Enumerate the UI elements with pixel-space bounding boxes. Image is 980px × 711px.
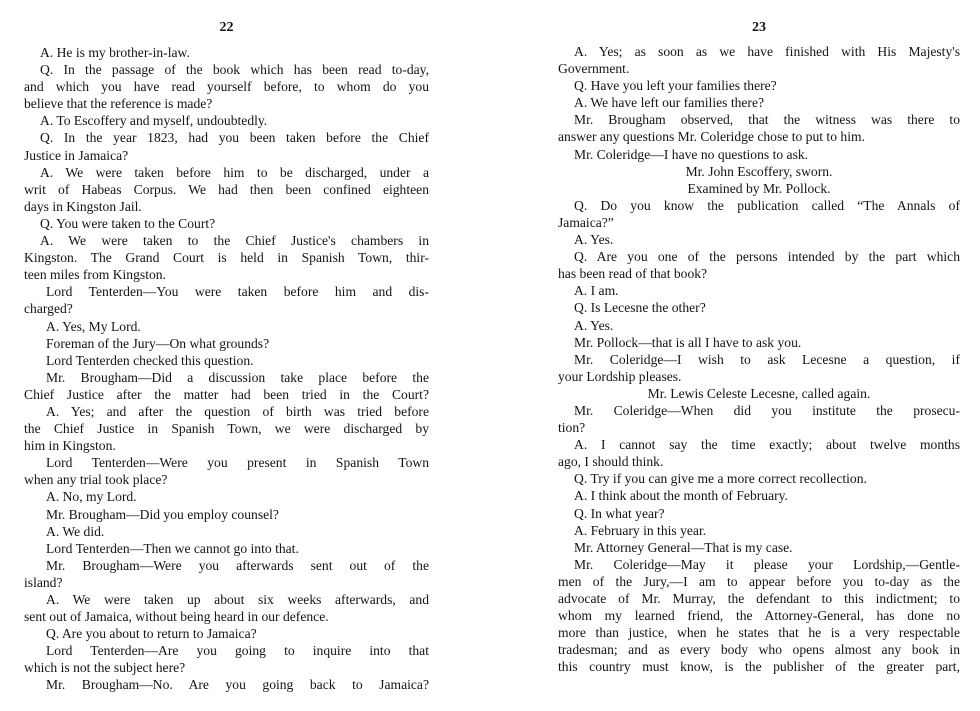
text-line: Jamaica?” [558,214,614,230]
text-line: A. I cannot say the time exactly; about twelve months [574,437,960,453]
text-line: A. To Escoffery and myself, undoubtedly. [40,113,268,129]
text-line: A. We did. [46,523,105,539]
text-line: A. February in this year. [574,522,707,538]
text-line: A. No, my Lord. [46,489,137,505]
text-line: this country must know, is the publisher of the greater part, [558,659,960,675]
text-line: Lord Tenterden—Are you going to inquire into that [46,643,429,659]
text-line: Lord Tenterden—Were you present in Spanish Town [46,455,429,471]
text-line: A. Yes. [574,232,614,248]
text-line: days in Kingston Jail. [24,198,142,214]
text-line: teen miles from Kingston. [24,267,166,283]
text-line: Mr. Attorney General—That is my case. [574,539,793,555]
text-line: Mr. Brougham—Did a discussion take place before the [46,369,429,385]
text-line: Q. Are you one of the persons intended by the part which [574,249,960,265]
text-line: A. We were taken to the Chief Justice's chambers in [40,233,429,249]
text-line: charged? [24,301,73,317]
text-line: when any trial took place? [24,472,168,488]
text-line: island? [24,574,63,590]
text-line: Mr. Brougham—No. Are you going back to Jamaica? [46,677,429,693]
text-line: Q. In what year? [574,505,665,521]
text-line: sent out of Jamaica, without being heard in our defence. [24,609,329,625]
left-page [24,0,429,711]
page-text [558,43,960,675]
text-line: A. I think about the month of February. [574,488,788,504]
text-line: tradesman; and as every body who opens almost any book in [558,642,960,658]
text-line: Kingston. The Grand Court is held in Spanish Town, thir- [24,250,429,266]
text-line: A. We were taken up about six weeks afterwards, and [46,592,429,607]
text-line: Mr. Coleridge—When did you institute the prosecu- [574,402,960,418]
text-line: A. I am. [574,283,619,299]
witness-heading: Examined by Mr. Pollock. [687,180,831,196]
text-line: A. Yes; as soon as we have finished with His Majesty's [574,44,960,59]
text-line: A. Yes, My Lord. [46,318,141,334]
witness-heading: Mr. John Escoffery, sworn. [685,163,833,179]
text-line: tion? [558,420,586,436]
text-line: writ of Habeas Corpus. We had then been confined eighteen [24,181,429,197]
text-line: more than justice, when he states that he is a very respectable [558,625,960,641]
text-line: Mr. Brougham—Were you afterwards sent out of the [46,557,429,573]
text-line: A. We were taken before him to be discharged, under a [40,164,429,180]
right-page [558,0,960,711]
text-line: Q. Are you about to return to Jamaica? [46,626,257,642]
text-line: Lord Tenterden—Then we cannot go into that. [46,540,299,556]
text-line: Q. You were taken to the Court? [40,215,216,231]
text-line: answer any questions Mr. Coleridge chose to put to him. [558,129,865,145]
text-line: Mr. Brougham—Did you employ counsel? [46,506,279,522]
text-line: which is not the subject here? [24,660,186,676]
text-line: Government. [558,61,630,77]
text-line: Mr. Coleridge—I have no questions to ask. [574,146,809,162]
text-line: Q. Have you left your families there? [574,78,777,94]
text-line: has been read of that book? [558,266,708,282]
text-line: Mr. Pollock—that is all I have to ask you. [574,334,802,350]
text-line: believe that the reference is made? [24,96,213,112]
text-line: your Lordship pleases. [558,368,682,384]
text-line: Q. Do you know the publication called “The Annals of [574,197,960,213]
text-line: men of the Jury,—I am to appear before you to-day as the [558,573,960,589]
text-line: Q. Is Lecesne the other? [574,300,706,316]
text-line: Mr. Brougham observed, that the witness was there to [574,112,960,128]
text-line: Mr. Coleridge—May it please your Lordship,—Gentle- [574,556,960,572]
text-line: Q. In the year 1823, had you been taken before the Chief [40,130,429,146]
text-line: A. Yes; and after the question of birth was tried before [46,403,429,419]
text-line: Q. Try if you can give me a more correct recollection. [574,471,867,487]
page-text [24,44,429,694]
text-line: and which you have read yourself before, to whom do you [24,79,429,95]
text-line: whom my learned friend, the Attorney-General, has done no [558,608,960,624]
page-number: 22 [219,20,234,35]
text-line: A. He is my brother-in-law. [40,45,190,60]
text-line: Lord Tenterden checked this question. [46,352,254,368]
text-line: A. Yes. [574,317,614,333]
text-line: Justice in Jamaica? [24,147,129,163]
text-line: him in Kingston. [24,438,116,454]
witness-heading: Mr. Lewis Celeste Lecesne, called again. [647,385,871,401]
text-line: Mr. Coleridge—I wish to ask Lecesne a question, if [574,351,960,367]
text-line: Chief Justice after the matter had been tried in the Court? [24,386,429,402]
text-line: Q. In the passage of the book which has been read to-day, [40,62,429,78]
text-line: advocate of Mr. Murray, the defendant to this indictment; to [558,591,960,606]
page-number: 23 [752,20,766,35]
text-line: ago, I should think. [558,454,664,470]
text-line: Foreman of the Jury—On what grounds? [46,335,270,351]
text-line: the Chief Justice in Spanish Town, we were discharged by [24,421,429,437]
text-line: A. We have left our families there? [574,95,765,111]
text-line: Lord Tenterden—You were taken before him and dis- [46,284,429,300]
